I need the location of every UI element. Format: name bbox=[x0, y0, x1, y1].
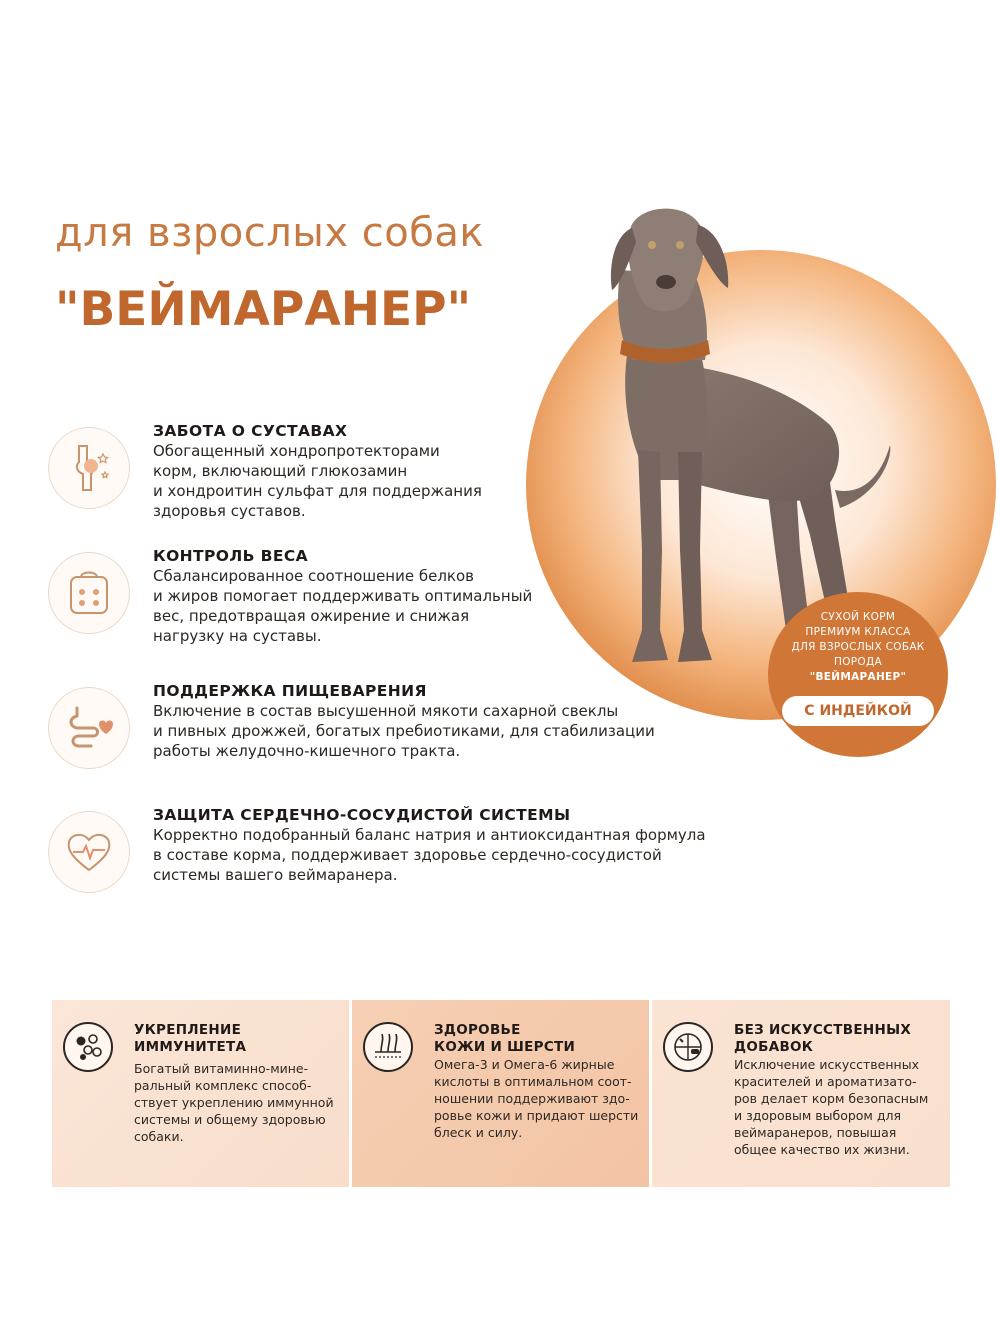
skin-hair-icon bbox=[371, 1030, 405, 1064]
feature-title: ЗАЩИТА СЕРДЕЧНО-СОСУДИСТОЙ СИСТЕМЫ bbox=[153, 806, 571, 824]
feature-icon-wrapper bbox=[48, 687, 130, 769]
panel-text: собаки. bbox=[134, 1129, 184, 1144]
panel-no-additives bbox=[652, 1000, 950, 1187]
vitamins-icon bbox=[71, 1030, 105, 1064]
badge-line: СУХОЙ КОРМ bbox=[820, 611, 896, 623]
panel-title: УКРЕПЛЕНИЕ bbox=[134, 1022, 242, 1038]
panel-icon-wrapper bbox=[663, 1022, 713, 1072]
panel-immunity bbox=[52, 1000, 349, 1187]
feature-text: здоровья суставов. bbox=[153, 502, 306, 520]
panel-title: ДОБАВОК bbox=[734, 1039, 814, 1055]
panel-title: ЗДОРОВЬЕ bbox=[434, 1022, 521, 1038]
flavor-pill: С ИНДЕЙКОЙ bbox=[782, 696, 934, 726]
panel-title: ИММУНИТЕТА bbox=[134, 1039, 247, 1055]
panel-text: красителей и ароматизато- bbox=[734, 1074, 917, 1089]
panel-text: ральный комплекс способ- bbox=[134, 1078, 312, 1093]
feature-title: ЗАБОТА О СУСТАВАХ bbox=[153, 422, 348, 440]
badge-line: ДЛЯ ВЗРОСЛЫХ СОБАК bbox=[791, 641, 925, 653]
feature-text: и пивных дрожжей, богатых пребиотиками, для стабилизации bbox=[153, 722, 655, 740]
panel-text: ровье кожи и придают шерсти bbox=[434, 1108, 639, 1123]
panel-text: блеск и силу. bbox=[434, 1125, 523, 1140]
feature-title: КОНТРОЛЬ ВЕСА bbox=[153, 547, 308, 565]
feature-text: Корректно подобранный баланс натрия и антиоксидантная формула bbox=[153, 826, 706, 844]
no-additives-icon bbox=[671, 1030, 705, 1064]
subtitle: для взрослых собак bbox=[55, 210, 485, 256]
feature-text: корм, включающий глюкозамин bbox=[153, 462, 408, 480]
panel-title: БЕЗ ИСКУССТВЕННЫХ bbox=[734, 1022, 912, 1038]
panel-skin-coat bbox=[352, 1000, 649, 1187]
feature-text: в составе корма, поддерживает здоровье сердечно-сосудистой bbox=[153, 846, 662, 864]
feature-text: Сбалансированное соотношение белков bbox=[153, 567, 474, 585]
panel-text: Богатый витаминно-мине- bbox=[134, 1061, 309, 1076]
panel-title: КОЖИ И ШЕРСТИ bbox=[434, 1039, 576, 1055]
feature-text: вес, предотвращая ожирение и снижая bbox=[153, 607, 470, 625]
feature-title: ПОДДЕРЖКА ПИЩЕВАРЕНИЯ bbox=[153, 682, 427, 700]
feature-icon-wrapper bbox=[48, 427, 130, 509]
digestion-icon bbox=[63, 702, 115, 754]
panel-text: общее качество их жизни. bbox=[734, 1142, 910, 1157]
badge-line: "ВЕЙМАРАНЕР" bbox=[809, 671, 907, 683]
heart-icon bbox=[63, 826, 115, 878]
feature-text: нагрузку на суставы. bbox=[153, 627, 322, 645]
panel-icon-wrapper bbox=[63, 1022, 113, 1072]
panel-text: ношении поддерживают здо- bbox=[434, 1091, 630, 1106]
benefit-panels bbox=[52, 1000, 950, 1187]
product-badge bbox=[768, 592, 948, 757]
breed-title: "ВЕЙМАРАНЕР" bbox=[55, 282, 472, 337]
feature-icon-wrapper bbox=[48, 811, 130, 893]
panel-text: Омега-3 и Омега-6 жирные bbox=[434, 1057, 615, 1072]
panel-icon-wrapper bbox=[363, 1022, 413, 1072]
feature-text: Обогащенный хондропротекторами bbox=[153, 442, 440, 460]
weight-scale-icon bbox=[63, 567, 115, 619]
panel-text: ствует укреплению иммунной bbox=[134, 1095, 334, 1110]
feature-text: Включение в состав высушенной мякоти сахарной свеклы bbox=[153, 702, 619, 720]
panel-text: системы и общему здоровью bbox=[134, 1112, 326, 1127]
feature-text: и хондроитин сульфат для поддержания bbox=[153, 482, 482, 500]
panel-text: и здоровым выбором для bbox=[734, 1108, 901, 1123]
feature-text: системы вашего веймаранера. bbox=[153, 866, 398, 884]
feature-text: и жиров помогает поддерживать оптимальный bbox=[153, 587, 533, 605]
badge-line: ПРЕМИУМ КЛАССА bbox=[805, 626, 911, 638]
panel-text: Исключение искусственных bbox=[734, 1057, 919, 1072]
joint-icon bbox=[63, 442, 115, 494]
panel-text: ров делает корм безопасным bbox=[734, 1091, 929, 1106]
panel-text: кислоты в оптимальном соот- bbox=[434, 1074, 632, 1089]
feature-text: работы желудочно-кишечного тракта. bbox=[153, 742, 461, 760]
feature-icon-wrapper bbox=[48, 552, 130, 634]
panel-text: веймаранеров, повышая bbox=[734, 1125, 897, 1140]
badge-line: ПОРОДА bbox=[834, 656, 882, 668]
